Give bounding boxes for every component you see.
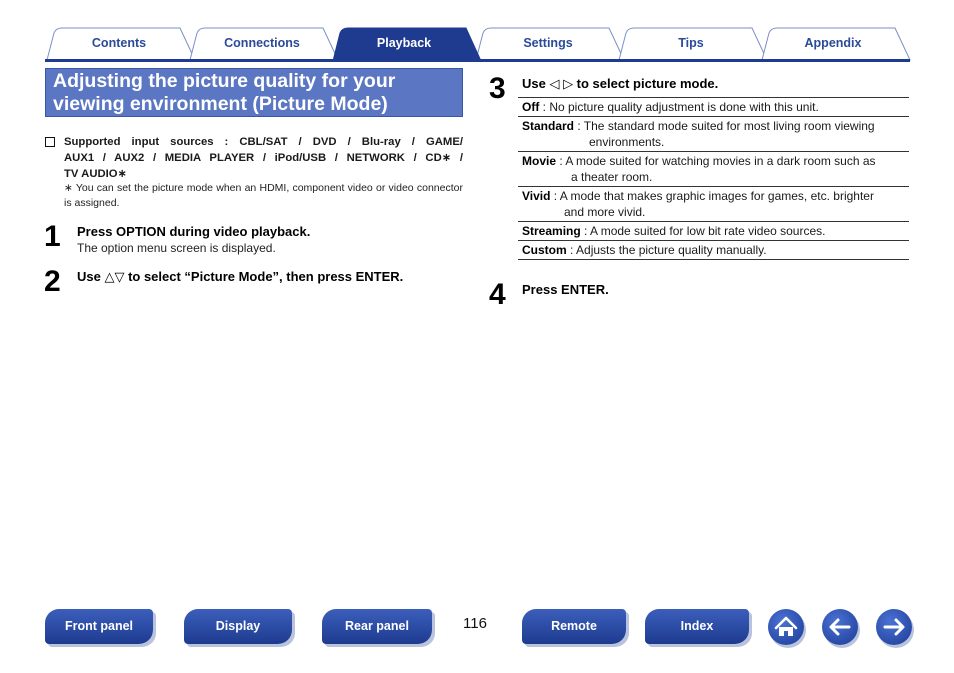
mode-desc-off: : No picture quality adjustment is done with this unit. bbox=[539, 100, 819, 114]
supported-inputs-line3: TV AUDIO∗ bbox=[64, 168, 128, 180]
checkbox-bullet-icon bbox=[45, 137, 55, 147]
step-1-number: 1 bbox=[44, 220, 61, 253]
step-4-number: 4 bbox=[489, 278, 506, 311]
index-button[interactable]: Index bbox=[645, 609, 749, 644]
arrow-right-icon bbox=[876, 609, 912, 645]
step-3-number: 3 bbox=[489, 72, 506, 105]
mode-desc-standard-cont: environments. bbox=[589, 135, 665, 149]
step-1-title: Press OPTION during video playback. bbox=[77, 224, 311, 239]
tab-bar bbox=[0, 0, 954, 64]
back-button[interactable] bbox=[822, 609, 858, 645]
display-button[interactable]: Display bbox=[184, 609, 292, 644]
step-4-title: Press ENTER. bbox=[522, 282, 609, 297]
mode-desc-streaming: : A mode suited for low bit rate video sources. bbox=[580, 224, 826, 238]
tab-contents[interactable]: Contents bbox=[91, 36, 147, 50]
mode-row-standard bbox=[518, 117, 909, 152]
remote-button[interactable]: Remote bbox=[522, 609, 626, 644]
step-2-number: 2 bbox=[44, 265, 61, 298]
tab-playback[interactable]: Playback bbox=[376, 36, 432, 50]
page-title-line2: viewing environment (Picture Mode) bbox=[53, 93, 388, 115]
supported-inputs bbox=[45, 134, 463, 182]
tab-settings[interactable]: Settings bbox=[523, 36, 573, 50]
mode-name-vivid: Vivid bbox=[522, 189, 551, 203]
mode-name-off: Off bbox=[522, 100, 540, 114]
front-panel-button[interactable]: Front panel bbox=[45, 609, 153, 644]
forward-button[interactable] bbox=[876, 609, 912, 645]
step-3-title: Use ◁ ▷ to select picture mode. bbox=[522, 76, 719, 91]
mode-name-movie: Movie bbox=[522, 154, 557, 168]
page-title bbox=[45, 68, 463, 117]
mode-row-streaming bbox=[518, 222, 909, 241]
tab-shapes bbox=[0, 0, 954, 64]
page-title-line1: Adjusting the picture quality for your bbox=[53, 70, 396, 92]
mode-desc-vivid-cont: and more vivid. bbox=[564, 205, 646, 219]
mode-desc-vivid: : A mode that makes graphic images for games, etc. brighter bbox=[550, 189, 874, 203]
arrow-left-icon bbox=[822, 609, 858, 645]
mode-row-off bbox=[518, 98, 909, 117]
mode-desc-custom: : Adjusts the picture quality manually. bbox=[566, 243, 767, 257]
supported-inputs-line2: AUX1 / AUX2 / MEDIA PLAYER / iPod/USB / NETWORK / CD∗ / bbox=[64, 152, 463, 164]
mode-desc-movie: : A mode suited for watching movies in a dark room such as bbox=[556, 154, 876, 168]
footnote: ∗ You can set the picture mode when an HDMI, component video or video connector is assigned. bbox=[64, 182, 463, 209]
home-icon bbox=[768, 609, 804, 645]
page-number: 116 bbox=[463, 615, 487, 632]
tab-connections[interactable]: Connections bbox=[224, 36, 300, 50]
step-1-desc: The option menu screen is displayed. bbox=[77, 241, 276, 255]
tab-tips[interactable]: Tips bbox=[678, 36, 704, 50]
tab-appendix[interactable]: Appendix bbox=[804, 36, 862, 50]
mode-row-custom bbox=[518, 241, 909, 260]
mode-name-streaming: Streaming bbox=[522, 224, 581, 238]
mode-name-custom: Custom bbox=[522, 243, 567, 257]
step-2-title: Use △▽ to select “Picture Mode”, then press ENTER. bbox=[77, 269, 404, 284]
mode-name-standard: Standard bbox=[522, 119, 575, 133]
mode-row-vivid bbox=[518, 187, 909, 222]
mode-desc-movie-cont: a theater room. bbox=[571, 170, 653, 184]
picture-mode-table bbox=[518, 97, 909, 260]
mode-desc-standard: : The standard mode suited for most living room viewing bbox=[574, 119, 875, 133]
supported-inputs-line1: Supported input sources : CBL/SAT / DVD / Blu-ray / GAME/ bbox=[64, 136, 463, 148]
rear-panel-button[interactable]: Rear panel bbox=[322, 609, 432, 644]
home-button[interactable] bbox=[768, 609, 804, 645]
mode-row-movie bbox=[518, 152, 909, 187]
